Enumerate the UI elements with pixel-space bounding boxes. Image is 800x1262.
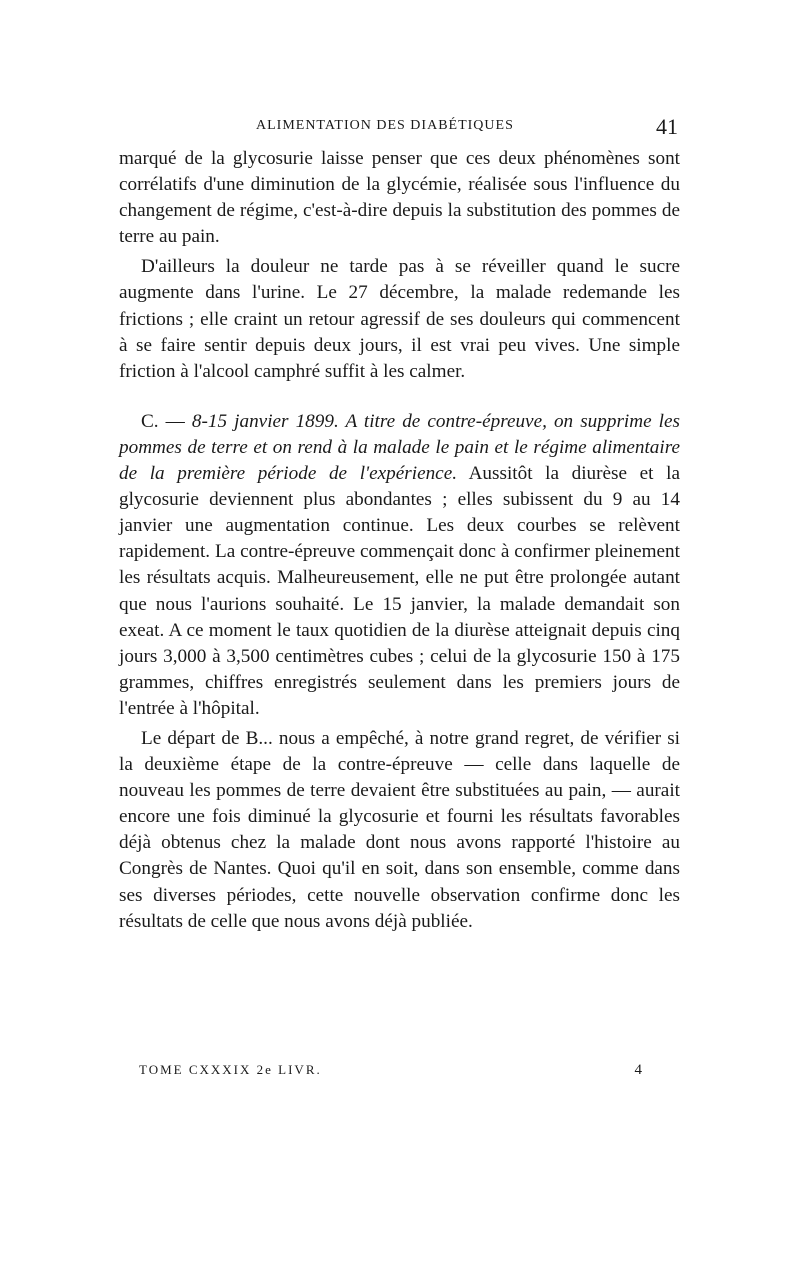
page-number: 41 <box>656 114 678 139</box>
paragraph-continued: marqué de la glycosurie laisse penser que ces deux phénomènes sont corrélatifs d'une diminution de la glycémie, réalisée sous l'influence du changement de régime, c'est-à-dire depuis la substitution des pommes de terre au pain. <box>119 148 680 248</box>
sheet-number: 4 <box>634 1062 642 1078</box>
running-title: ALIMENTATION DES DIABÉTIQUES <box>256 118 514 133</box>
printer-signature: TOME CXXXIX 2e LIVR. <box>139 1062 322 1077</box>
section-body: Aussitôt la diurèse et la glycosurie deviennent plus abondantes ; elles subissent du 9 au 14 janvier une augmentation continue. Les deux courbes se relèvent rapidement. La contre-épreuve commençait donc à confirmer pleinement les résultats acquis. Malheureusement, elle ne put être prolongée autant que nous l'aurions souhaité. Le 15 janvier, la malade demandait son exeat. A ce moment le taux quotidien de la diurèse atteignait depuis cinq jours 3,000 à 3,500 centimètres cubes ; celui de la glycosurie 150 à 175 grammes, chiffres enregistrés seulement dans les premiers jours de l'entrée à l'hôpital. <box>119 463 680 719</box>
paragraph-conclusion: Le départ de B... nous a empêché, à notre grand regret, de vérifier si la deuxième étape de la contre-épreuve — celle dans laquelle de nouveau les pommes de terre devaient être substituées au pain, — aurait encore une fois diminué la glycosurie et fourni les résultats favorables déjà obtenus chez la malade dont nous avons rapporté l'histoire au Congrès de Nantes. Quoi qu'il en soit, dans son ensemble, comme dans ses diverses périodes, cette nouvelle observation confirme donc les résultats de celle que nous avons déjà publiée. <box>119 727 680 932</box>
page-footer <box>119 1062 680 1086</box>
running-head <box>119 114 680 142</box>
body-text <box>119 146 680 935</box>
paragraph-pain-returns: D'ailleurs la douleur ne tarde pas à se réveiller quand le sucre augmente dans l'urine. Le 27 décembre, la malade redemande les frictions ; elle craint un retour agressif de ses douleurs qui commencent à se faire sentir depuis deux jours, il est vrai peu vives. Une simple friction à l'alcool camphré suffit à les calmer. <box>119 256 680 382</box>
section-gap <box>119 385 680 409</box>
section-heading-italic: 8-15 janvier 1899. A titre de contre-épreuve, on supprime les pommes de terre et on rend à la malade le pain et le régime alimentaire de la première période de l'expérience. <box>119 410 680 485</box>
paragraph-counter-test <box>119 409 680 722</box>
section-letter: C. — <box>141 410 192 432</box>
